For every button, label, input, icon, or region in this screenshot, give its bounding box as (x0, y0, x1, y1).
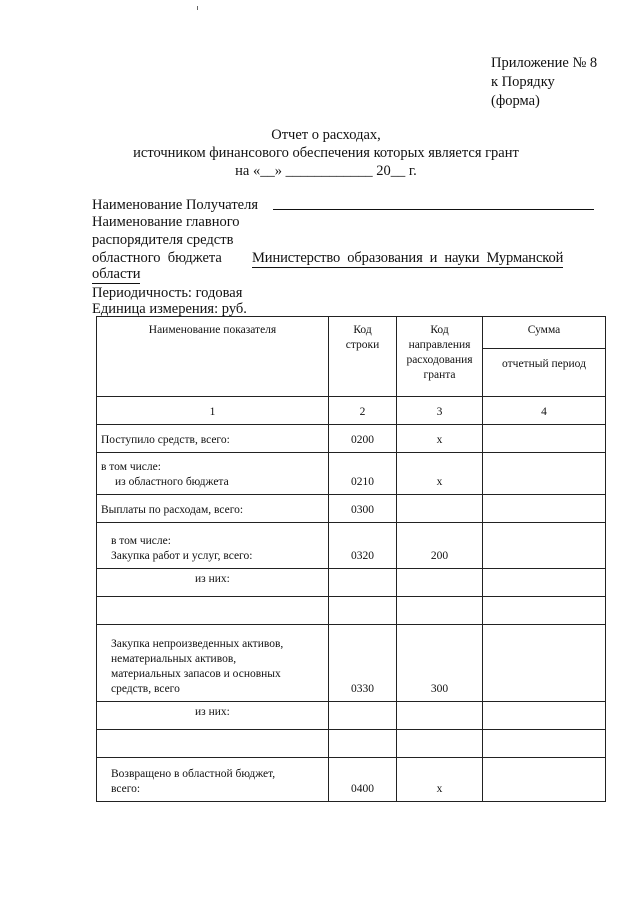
header-dir-l4: гранта (423, 369, 456, 381)
appendix-reference: к Порядку (491, 74, 555, 90)
appendix-block (491, 54, 597, 111)
row-sum (483, 453, 606, 495)
row-sum (483, 758, 606, 802)
table-row (97, 730, 606, 758)
row-direction (397, 597, 483, 625)
table-row (97, 453, 606, 495)
row-code (329, 730, 397, 758)
table-row (97, 569, 606, 597)
table-header-row (97, 317, 606, 349)
row-sum (483, 730, 606, 758)
row-name-l1: в том числе: (111, 535, 171, 547)
row-name: из них: (97, 569, 329, 597)
row-sum (483, 495, 606, 523)
row-direction (397, 569, 483, 597)
row-name-l1: Возвращено в областной бюджет, (111, 768, 276, 780)
row-direction: х (397, 425, 483, 453)
row-name: Поступило средств, всего: (97, 425, 329, 453)
header-dir-l1: Код (430, 324, 449, 336)
col-number-3: 3 (397, 397, 483, 425)
row-code (329, 702, 397, 730)
row-sum (483, 425, 606, 453)
row-name-l1: в том числе: (101, 461, 161, 473)
report-subtitle: источником финансового обеспечения которых является грант (133, 145, 519, 161)
row-name: Выплаты по расходам, всего: (97, 495, 329, 523)
row-code: 0320 (329, 523, 397, 569)
row-sum (483, 702, 606, 730)
header-sum: Сумма (483, 317, 606, 349)
periodicity: Периодичность: годовая (92, 285, 243, 301)
manager-value: Министерство образования и науки Мурманской (252, 250, 564, 266)
report-title: Отчет о расходах, (271, 127, 381, 143)
row-name (97, 453, 329, 495)
row-name (97, 625, 329, 702)
unit-of-measure: Единица измерения: руб. (92, 301, 247, 317)
table-row (97, 425, 606, 453)
row-direction (397, 495, 483, 523)
row-code: 0200 (329, 425, 397, 453)
row-code: 0400 (329, 758, 397, 802)
col-number-2: 2 (329, 397, 397, 425)
table-row (97, 625, 606, 702)
header-dir-l3: расходования (406, 354, 473, 366)
manager-label-line2: распорядителя средств (92, 232, 234, 248)
row-code (329, 569, 397, 597)
header-row-code-l1: Код (353, 324, 372, 336)
row-name (97, 523, 329, 569)
header-direction-code (397, 317, 483, 397)
row-direction (397, 702, 483, 730)
row-name-l4: средств, всего (111, 683, 180, 695)
table-row (97, 758, 606, 802)
row-direction (397, 730, 483, 758)
row-name (97, 730, 329, 758)
row-direction: 200 (397, 523, 483, 569)
row-direction: 300 (397, 625, 483, 702)
row-sum (483, 625, 606, 702)
col-number-1: 1 (97, 397, 329, 425)
row-sum (483, 523, 606, 569)
row-name-l2: нематериальных активов, (111, 653, 237, 665)
manager-label-line1: Наименование главного (92, 214, 240, 230)
recipient-fill-line (273, 209, 594, 210)
header-sum-period: отчетный период (483, 349, 606, 397)
table-row (97, 495, 606, 523)
row-code: 0210 (329, 453, 397, 495)
table-number-row (97, 397, 606, 425)
manager-label-line3: областного бюджета (92, 250, 222, 266)
row-name (97, 597, 329, 625)
row-code: 0300 (329, 495, 397, 523)
row-sum (483, 597, 606, 625)
row-name-l1: Закупка непроизведенных активов, (111, 638, 284, 650)
recipient-label: Наименование Получателя (92, 197, 259, 213)
manager-value-cont: области (92, 266, 141, 282)
row-name-l3: материальных запасов и основных (111, 668, 281, 680)
row-name (97, 758, 329, 802)
table-row (97, 597, 606, 625)
report-date: на «__» ____________ 20__ г. (235, 163, 417, 179)
scan-mark (197, 6, 198, 10)
appendix-form: (форма) (491, 93, 540, 109)
header-row-code-l2: строки (345, 339, 380, 351)
appendix-number: Приложение № 8 (491, 55, 598, 71)
col-number-4: 4 (483, 397, 606, 425)
row-name-l2: Закупка работ и услуг, всего: (111, 550, 253, 562)
table-row (97, 702, 606, 730)
row-sum (483, 569, 606, 597)
header-name: Наименование показателя (97, 317, 329, 397)
row-code (329, 597, 397, 625)
table-row (97, 523, 606, 569)
row-direction: х (397, 758, 483, 802)
header-row-code (329, 317, 397, 397)
row-name-l2: из областного бюджета (115, 476, 229, 488)
report-table (96, 316, 606, 802)
row-code: 0330 (329, 625, 397, 702)
row-name-l2: всего: (111, 783, 141, 795)
header-dir-l2: направления (408, 339, 471, 351)
row-direction: х (397, 453, 483, 495)
row-name: из них: (97, 702, 329, 730)
